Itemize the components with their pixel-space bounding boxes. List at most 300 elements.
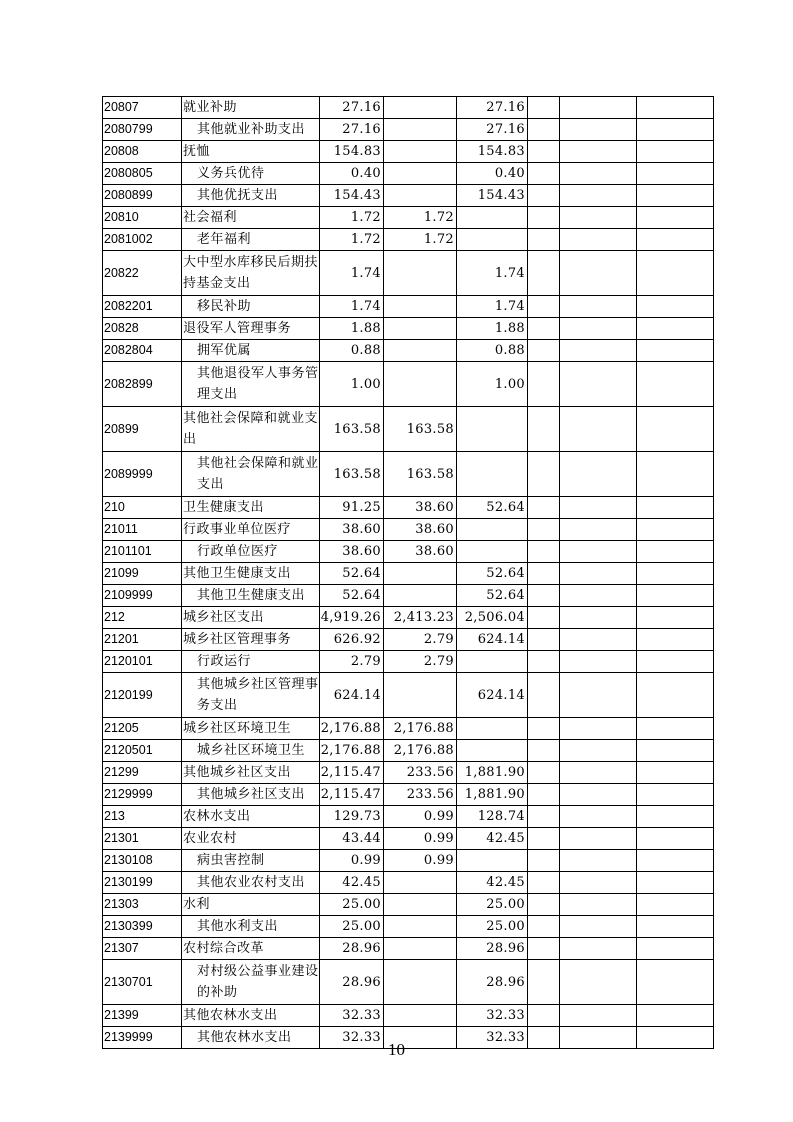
cell-empty bbox=[637, 1005, 714, 1027]
cell-empty bbox=[637, 651, 714, 673]
cell-empty bbox=[528, 673, 560, 718]
cell-empty bbox=[637, 141, 714, 163]
cell-empty bbox=[528, 541, 560, 563]
cell-code: 2130399 bbox=[103, 916, 182, 938]
cell-empty bbox=[560, 585, 637, 607]
cell-empty bbox=[560, 296, 637, 318]
cell-amount-col2: 233.56 bbox=[384, 784, 457, 806]
cell-empty bbox=[637, 762, 714, 784]
cell-empty bbox=[528, 207, 560, 229]
cell-empty bbox=[637, 960, 714, 1005]
cell-amount-total: 1.88 bbox=[320, 318, 384, 340]
cell-item-name: 就业补助 bbox=[182, 97, 320, 119]
cell-code: 21299 bbox=[103, 762, 182, 784]
cell-empty bbox=[637, 850, 714, 872]
table-row bbox=[103, 207, 714, 229]
table-row bbox=[103, 163, 714, 185]
cell-code: 20899 bbox=[103, 407, 182, 452]
table-row bbox=[103, 452, 714, 497]
cell-empty bbox=[637, 119, 714, 141]
cell-amount-col3 bbox=[457, 407, 528, 452]
cell-amount-col3: 128.74 bbox=[457, 806, 528, 828]
cell-amount-total: 2,176.88 bbox=[320, 718, 384, 740]
table-row bbox=[103, 718, 714, 740]
cell-amount-col2: 1.72 bbox=[384, 229, 457, 251]
cell-amount-total: 43.44 bbox=[320, 828, 384, 850]
cell-code: 2089999 bbox=[103, 452, 182, 497]
table-row bbox=[103, 519, 714, 541]
cell-amount-col2 bbox=[384, 340, 457, 362]
cell-amount-col3: 32.33 bbox=[457, 1005, 528, 1027]
cell-empty bbox=[528, 340, 560, 362]
cell-empty bbox=[637, 740, 714, 762]
cell-amount-col3: 27.16 bbox=[457, 119, 528, 141]
cell-item-name: 其他水利支出 bbox=[182, 916, 320, 938]
table-row bbox=[103, 362, 714, 407]
cell-item-name: 其他农林水支出 bbox=[182, 1027, 320, 1049]
cell-amount-col3 bbox=[457, 850, 528, 872]
cell-amount-col3: 27.16 bbox=[457, 97, 528, 119]
cell-empty bbox=[528, 607, 560, 629]
cell-amount-col2 bbox=[384, 141, 457, 163]
cell-code: 20807 bbox=[103, 97, 182, 119]
cell-amount-total: 27.16 bbox=[320, 119, 384, 141]
table-row bbox=[103, 229, 714, 251]
cell-empty bbox=[528, 229, 560, 251]
cell-empty bbox=[528, 119, 560, 141]
cell-code: 2081002 bbox=[103, 229, 182, 251]
cell-code: 2129999 bbox=[103, 784, 182, 806]
table-row bbox=[103, 828, 714, 850]
cell-code: 21307 bbox=[103, 938, 182, 960]
cell-amount-col2: 2,413.23 bbox=[384, 607, 457, 629]
cell-empty bbox=[637, 872, 714, 894]
cell-empty bbox=[637, 806, 714, 828]
cell-empty bbox=[528, 362, 560, 407]
cell-empty bbox=[560, 541, 637, 563]
cell-empty bbox=[560, 207, 637, 229]
cell-empty bbox=[637, 894, 714, 916]
cell-empty bbox=[528, 1005, 560, 1027]
cell-empty bbox=[560, 806, 637, 828]
cell-code: 2080799 bbox=[103, 119, 182, 141]
cell-code: 2080805 bbox=[103, 163, 182, 185]
cell-empty bbox=[637, 607, 714, 629]
cell-amount-total: 0.99 bbox=[320, 850, 384, 872]
cell-amount-col3 bbox=[457, 740, 528, 762]
cell-empty bbox=[637, 585, 714, 607]
cell-amount-col2 bbox=[384, 938, 457, 960]
cell-empty bbox=[528, 651, 560, 673]
cell-amount-total: 129.73 bbox=[320, 806, 384, 828]
cell-item-name: 社会福利 bbox=[182, 207, 320, 229]
cell-amount-col2: 233.56 bbox=[384, 762, 457, 784]
cell-empty bbox=[637, 340, 714, 362]
cell-empty bbox=[637, 185, 714, 207]
cell-amount-col3: 52.64 bbox=[457, 497, 528, 519]
cell-amount-total: 1.74 bbox=[320, 251, 384, 296]
cell-amount-total: 1.72 bbox=[320, 207, 384, 229]
cell-amount-col3: 28.96 bbox=[457, 960, 528, 1005]
cell-amount-col3: 52.64 bbox=[457, 563, 528, 585]
cell-amount-col3 bbox=[457, 207, 528, 229]
table-row bbox=[103, 872, 714, 894]
cell-amount-total: 28.96 bbox=[320, 960, 384, 1005]
cell-empty bbox=[560, 119, 637, 141]
cell-empty bbox=[560, 1005, 637, 1027]
cell-amount-total: 1.72 bbox=[320, 229, 384, 251]
cell-amount-col2: 2.79 bbox=[384, 651, 457, 673]
cell-amount-col2 bbox=[384, 251, 457, 296]
cell-empty bbox=[560, 762, 637, 784]
cell-amount-col2 bbox=[384, 872, 457, 894]
cell-empty bbox=[528, 141, 560, 163]
cell-empty bbox=[637, 718, 714, 740]
cell-amount-total: 163.58 bbox=[320, 407, 384, 452]
cell-code: 210 bbox=[103, 497, 182, 519]
cell-amount-total: 28.96 bbox=[320, 938, 384, 960]
cell-empty bbox=[637, 97, 714, 119]
cell-empty bbox=[528, 563, 560, 585]
cell-amount-total: 163.58 bbox=[320, 452, 384, 497]
cell-empty bbox=[560, 740, 637, 762]
cell-amount-total: 32.33 bbox=[320, 1027, 384, 1049]
cell-empty bbox=[528, 784, 560, 806]
cell-empty bbox=[560, 519, 637, 541]
cell-item-name: 农林水支出 bbox=[182, 806, 320, 828]
cell-empty bbox=[637, 828, 714, 850]
cell-code: 2130108 bbox=[103, 850, 182, 872]
table-row bbox=[103, 541, 714, 563]
cell-empty bbox=[637, 629, 714, 651]
table-row bbox=[103, 407, 714, 452]
cell-item-name: 其他社会保障和就业支出 bbox=[182, 452, 320, 497]
cell-empty bbox=[528, 452, 560, 497]
cell-empty bbox=[560, 960, 637, 1005]
cell-item-name: 其他退役军人事务管理支出 bbox=[182, 362, 320, 407]
cell-code: 21201 bbox=[103, 629, 182, 651]
cell-amount-col2: 1.72 bbox=[384, 207, 457, 229]
cell-amount-col3: 1,881.90 bbox=[457, 762, 528, 784]
cell-empty bbox=[528, 163, 560, 185]
cell-empty bbox=[560, 784, 637, 806]
cell-amount-total: 42.45 bbox=[320, 872, 384, 894]
cell-amount-total: 624.14 bbox=[320, 673, 384, 718]
table-row bbox=[103, 938, 714, 960]
cell-code: 2082201 bbox=[103, 296, 182, 318]
cell-empty bbox=[560, 497, 637, 519]
table-row bbox=[103, 960, 714, 1005]
cell-amount-col2: 38.60 bbox=[384, 497, 457, 519]
cell-empty bbox=[637, 251, 714, 296]
cell-amount-col3: 0.88 bbox=[457, 340, 528, 362]
cell-amount-col2: 0.99 bbox=[384, 850, 457, 872]
cell-empty bbox=[560, 850, 637, 872]
cell-item-name: 老年福利 bbox=[182, 229, 320, 251]
cell-code: 21011 bbox=[103, 519, 182, 541]
cell-item-name: 城乡社区管理事务 bbox=[182, 629, 320, 651]
cell-amount-col3: 154.83 bbox=[457, 141, 528, 163]
cell-code: 2139999 bbox=[103, 1027, 182, 1049]
cell-amount-col2: 2,176.88 bbox=[384, 740, 457, 762]
cell-amount-col2 bbox=[384, 296, 457, 318]
cell-empty bbox=[528, 407, 560, 452]
cell-item-name: 退役军人管理事务 bbox=[182, 318, 320, 340]
cell-empty bbox=[560, 938, 637, 960]
cell-empty bbox=[560, 340, 637, 362]
cell-code: 20808 bbox=[103, 141, 182, 163]
cell-item-name: 城乡社区环境卫生 bbox=[182, 740, 320, 762]
cell-code: 2120101 bbox=[103, 651, 182, 673]
cell-empty bbox=[637, 207, 714, 229]
cell-empty bbox=[560, 318, 637, 340]
page-number: 10 bbox=[388, 1040, 405, 1059]
cell-item-name: 其他就业补助支出 bbox=[182, 119, 320, 141]
cell-item-name: 城乡社区环境卫生 bbox=[182, 718, 320, 740]
cell-amount-total: 25.00 bbox=[320, 894, 384, 916]
cell-empty bbox=[637, 497, 714, 519]
cell-amount-col3: 1.00 bbox=[457, 362, 528, 407]
cell-empty bbox=[560, 452, 637, 497]
cell-item-name: 农业农村 bbox=[182, 828, 320, 850]
table-row bbox=[103, 916, 714, 938]
cell-code: 2082804 bbox=[103, 340, 182, 362]
cell-amount-total: 25.00 bbox=[320, 916, 384, 938]
cell-amount-col2 bbox=[384, 563, 457, 585]
table-row bbox=[103, 318, 714, 340]
cell-item-name: 其他社会保障和就业支出 bbox=[182, 407, 320, 452]
cell-empty bbox=[528, 318, 560, 340]
table-row bbox=[103, 784, 714, 806]
cell-empty bbox=[528, 872, 560, 894]
cell-empty bbox=[637, 541, 714, 563]
cell-amount-col3 bbox=[457, 541, 528, 563]
cell-empty bbox=[528, 296, 560, 318]
cell-code: 2082899 bbox=[103, 362, 182, 407]
cell-code: 2101101 bbox=[103, 541, 182, 563]
cell-amount-total: 91.25 bbox=[320, 497, 384, 519]
cell-amount-col3: 1,881.90 bbox=[457, 784, 528, 806]
cell-code: 2109999 bbox=[103, 585, 182, 607]
cell-amount-col3: 624.14 bbox=[457, 629, 528, 651]
cell-amount-col3: 28.96 bbox=[457, 938, 528, 960]
cell-empty bbox=[637, 916, 714, 938]
cell-amount-col2 bbox=[384, 960, 457, 1005]
cell-amount-col2 bbox=[384, 585, 457, 607]
cell-amount-col3: 1.74 bbox=[457, 251, 528, 296]
cell-amount-total: 626.92 bbox=[320, 629, 384, 651]
cell-empty bbox=[560, 407, 637, 452]
cell-amount-col2 bbox=[384, 185, 457, 207]
cell-amount-col3: 2,506.04 bbox=[457, 607, 528, 629]
cell-amount-col3: 42.45 bbox=[457, 828, 528, 850]
cell-amount-col3: 624.14 bbox=[457, 673, 528, 718]
cell-empty bbox=[528, 629, 560, 651]
cell-item-name: 行政运行 bbox=[182, 651, 320, 673]
cell-item-name: 其他农林水支出 bbox=[182, 1005, 320, 1027]
cell-amount-total: 52.64 bbox=[320, 563, 384, 585]
cell-amount-total: 2.79 bbox=[320, 651, 384, 673]
cell-empty bbox=[560, 185, 637, 207]
expenditure-table bbox=[102, 96, 714, 1049]
table-row bbox=[103, 762, 714, 784]
cell-item-name: 病虫害控制 bbox=[182, 850, 320, 872]
cell-empty bbox=[528, 519, 560, 541]
cell-code: 21399 bbox=[103, 1005, 182, 1027]
cell-empty bbox=[560, 229, 637, 251]
cell-empty bbox=[560, 563, 637, 585]
cell-amount-total: 2,115.47 bbox=[320, 784, 384, 806]
table-row bbox=[103, 585, 714, 607]
cell-amount-total: 1.00 bbox=[320, 362, 384, 407]
table-row bbox=[103, 119, 714, 141]
cell-amount-total: 32.33 bbox=[320, 1005, 384, 1027]
cell-item-name: 行政事业单位医疗 bbox=[182, 519, 320, 541]
table-row bbox=[103, 673, 714, 718]
table-row bbox=[103, 97, 714, 119]
cell-amount-col3: 1.88 bbox=[457, 318, 528, 340]
cell-code: 2120199 bbox=[103, 673, 182, 718]
table-row bbox=[103, 806, 714, 828]
cell-code: 20822 bbox=[103, 251, 182, 296]
cell-amount-col2: 2,176.88 bbox=[384, 718, 457, 740]
cell-empty bbox=[637, 163, 714, 185]
cell-item-name: 卫生健康支出 bbox=[182, 497, 320, 519]
cell-code: 21303 bbox=[103, 894, 182, 916]
table-row bbox=[103, 251, 714, 296]
table-row bbox=[103, 1005, 714, 1027]
cell-empty bbox=[528, 938, 560, 960]
cell-empty bbox=[528, 740, 560, 762]
cell-empty bbox=[560, 97, 637, 119]
table-row bbox=[103, 141, 714, 163]
cell-empty bbox=[637, 452, 714, 497]
cell-empty bbox=[560, 251, 637, 296]
cell-empty bbox=[560, 141, 637, 163]
cell-code: 2120501 bbox=[103, 740, 182, 762]
cell-amount-col2: 0.99 bbox=[384, 806, 457, 828]
cell-amount-col2 bbox=[384, 362, 457, 407]
cell-item-name: 移民补助 bbox=[182, 296, 320, 318]
cell-code: 20810 bbox=[103, 207, 182, 229]
table-row bbox=[103, 629, 714, 651]
cell-amount-total: 0.40 bbox=[320, 163, 384, 185]
cell-item-name: 行政单位医疗 bbox=[182, 541, 320, 563]
cell-amount-col3: 154.43 bbox=[457, 185, 528, 207]
cell-code: 213 bbox=[103, 806, 182, 828]
cell-empty bbox=[637, 229, 714, 251]
table-row bbox=[103, 296, 714, 318]
cell-amount-col2: 38.60 bbox=[384, 541, 457, 563]
cell-code: 212 bbox=[103, 607, 182, 629]
cell-item-name: 其他城乡社区管理事务支出 bbox=[182, 673, 320, 718]
cell-amount-col3 bbox=[457, 452, 528, 497]
cell-amount-total: 1.74 bbox=[320, 296, 384, 318]
cell-item-name: 其他卫生健康支出 bbox=[182, 563, 320, 585]
table-row bbox=[103, 340, 714, 362]
cell-amount-col2 bbox=[384, 673, 457, 718]
cell-amount-total: 154.83 bbox=[320, 141, 384, 163]
cell-item-name: 其他优抚支出 bbox=[182, 185, 320, 207]
cell-empty bbox=[637, 784, 714, 806]
cell-amount-col2: 0.99 bbox=[384, 828, 457, 850]
cell-amount-col3: 42.45 bbox=[457, 872, 528, 894]
cell-amount-total: 38.60 bbox=[320, 519, 384, 541]
cell-amount-col3: 32.33 bbox=[457, 1027, 528, 1049]
cell-item-name: 其他农业农村支出 bbox=[182, 872, 320, 894]
cell-amount-total: 2,115.47 bbox=[320, 762, 384, 784]
cell-amount-col3 bbox=[457, 718, 528, 740]
cell-empty bbox=[528, 718, 560, 740]
cell-empty bbox=[637, 938, 714, 960]
cell-amount-col3: 52.64 bbox=[457, 585, 528, 607]
cell-item-name: 其他卫生健康支出 bbox=[182, 585, 320, 607]
cell-amount-col3: 25.00 bbox=[457, 916, 528, 938]
cell-amount-total: 154.43 bbox=[320, 185, 384, 207]
cell-item-name: 大中型水库移民后期扶持基金支出 bbox=[182, 251, 320, 296]
cell-item-name: 义务兵优待 bbox=[182, 163, 320, 185]
cell-empty bbox=[560, 673, 637, 718]
cell-amount-total: 38.60 bbox=[320, 541, 384, 563]
cell-code: 20828 bbox=[103, 318, 182, 340]
table-row bbox=[103, 497, 714, 519]
table-row bbox=[103, 894, 714, 916]
table-row bbox=[103, 185, 714, 207]
table-row bbox=[103, 607, 714, 629]
cell-empty bbox=[637, 407, 714, 452]
cell-code: 21099 bbox=[103, 563, 182, 585]
cell-empty bbox=[560, 828, 637, 850]
table-row bbox=[103, 850, 714, 872]
table-row bbox=[103, 740, 714, 762]
cell-item-name: 农村综合改革 bbox=[182, 938, 320, 960]
cell-empty bbox=[528, 894, 560, 916]
cell-code: 2130701 bbox=[103, 960, 182, 1005]
cell-empty bbox=[637, 318, 714, 340]
cell-empty bbox=[560, 607, 637, 629]
cell-amount-col3: 0.40 bbox=[457, 163, 528, 185]
cell-empty bbox=[528, 828, 560, 850]
cell-amount-col2 bbox=[384, 1005, 457, 1027]
cell-empty bbox=[560, 718, 637, 740]
cell-empty bbox=[560, 916, 637, 938]
cell-amount-col2: 2.79 bbox=[384, 629, 457, 651]
cell-amount-col2 bbox=[384, 119, 457, 141]
cell-amount-col2: 163.58 bbox=[384, 407, 457, 452]
cell-item-name: 水利 bbox=[182, 894, 320, 916]
cell-empty bbox=[528, 585, 560, 607]
cell-amount-col2 bbox=[384, 916, 457, 938]
cell-item-name: 其他城乡社区支出 bbox=[182, 762, 320, 784]
cell-amount-col2 bbox=[384, 97, 457, 119]
cell-empty bbox=[528, 762, 560, 784]
cell-item-name: 拥军优属 bbox=[182, 340, 320, 362]
cell-empty bbox=[528, 185, 560, 207]
cell-code: 2080899 bbox=[103, 185, 182, 207]
table-row bbox=[103, 651, 714, 673]
table-row bbox=[103, 563, 714, 585]
cell-empty bbox=[528, 497, 560, 519]
cell-code: 2130199 bbox=[103, 872, 182, 894]
cell-item-name: 抚恤 bbox=[182, 141, 320, 163]
cell-empty bbox=[528, 251, 560, 296]
cell-empty bbox=[528, 850, 560, 872]
cell-amount-col3 bbox=[457, 229, 528, 251]
cell-item-name: 对村级公益事业建设的补助 bbox=[182, 960, 320, 1005]
cell-item-name: 其他城乡社区支出 bbox=[182, 784, 320, 806]
cell-empty bbox=[637, 296, 714, 318]
cell-code: 21205 bbox=[103, 718, 182, 740]
